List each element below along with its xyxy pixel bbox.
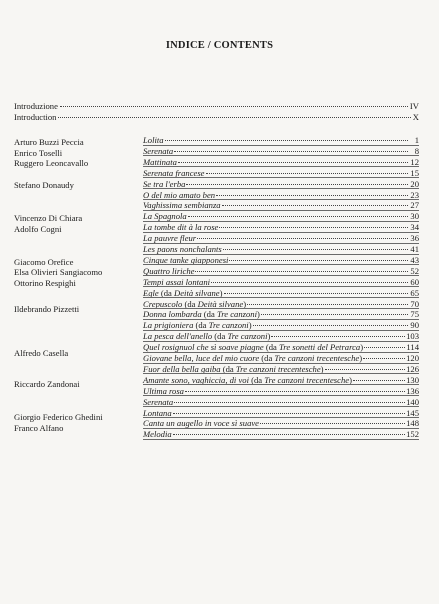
source-suffix: )	[349, 374, 352, 385]
page-number: 126	[406, 363, 419, 374]
source-collection: Tre canzoni	[208, 320, 249, 331]
intro-entry-it[interactable]	[14, 101, 419, 111]
source-suffix: )	[248, 320, 252, 331]
source-prefix: (da	[158, 287, 175, 298]
composer-name: Vincenzo Di Chiara	[14, 213, 83, 223]
dot-leader	[173, 413, 405, 414]
song-title-text: Giovane bella, luce del mio cuore	[143, 353, 260, 363]
dot-leader	[222, 205, 408, 206]
composer-name: Ottorino Respighi	[14, 278, 76, 288]
page-number: 52	[410, 265, 419, 276]
song-title-text: Donna lombarda	[143, 309, 202, 320]
song-title	[143, 266, 194, 276]
song-title	[143, 429, 172, 439]
page-number: 103	[406, 331, 419, 342]
intro-page-number: X	[412, 112, 419, 122]
song-title-text: Serenata	[143, 145, 174, 156]
page-number: 41	[410, 244, 419, 254]
dot-leader	[224, 293, 409, 294]
song-title-text: Tempi assai lontani	[143, 276, 211, 287]
dot-leader	[60, 106, 408, 107]
dot-leader	[178, 162, 408, 163]
page-number: 34	[410, 222, 419, 233]
page-title: INDICE / CONTENTS	[165, 40, 274, 51]
song-title-text: Fuor della bella gaiba	[143, 363, 221, 374]
dot-leader	[174, 402, 405, 403]
source-collection: Tre sonetti del Petrarca	[278, 342, 361, 353]
dot-leader	[353, 380, 405, 381]
page-number: 130	[406, 374, 419, 385]
source-suffix: )	[256, 309, 260, 320]
song-title-text: La tombe dit à la rose	[143, 222, 219, 233]
composer-name: Elsa Olivieri Sangiacomo	[14, 267, 103, 277]
source-collection: Tre canzoni	[227, 331, 268, 342]
composer-name: Giorgio Federico Ghedini	[14, 412, 103, 422]
song-title	[143, 168, 205, 178]
toc-entry[interactable]	[143, 157, 419, 167]
song-title-text: Lontana	[143, 407, 172, 418]
toc-entry[interactable]	[143, 190, 419, 200]
page-number: 65	[410, 287, 419, 298]
song-title	[143, 157, 177, 167]
toc-entry[interactable]	[143, 168, 419, 178]
dot-leader	[364, 347, 405, 348]
toc-entry[interactable]	[143, 429, 419, 439]
toc-entry[interactable]	[143, 418, 419, 428]
dot-leader	[197, 238, 408, 239]
page-number: 60	[410, 276, 419, 287]
page-number: 43	[410, 254, 419, 265]
song-title	[143, 397, 173, 407]
source-prefix: (da	[220, 363, 236, 374]
composer-name: Stefano Donaudy	[14, 180, 74, 190]
dot-leader	[58, 117, 410, 118]
page-number: 140	[406, 396, 419, 407]
intro-page-number: IV	[409, 101, 419, 111]
song-title-text: Serenata francese	[143, 167, 205, 178]
song-title-text: Lolita	[143, 135, 164, 145]
song-title	[143, 179, 185, 189]
toc-entry[interactable]	[143, 222, 419, 232]
dot-leader	[165, 140, 408, 141]
toc-entry[interactable]	[143, 288, 419, 298]
intro-entry-en[interactable]	[14, 112, 419, 122]
song-title-text: Quattro liriche	[143, 265, 195, 276]
song-title	[143, 375, 352, 385]
page-number: 30	[410, 211, 419, 222]
toc-entry[interactable]	[143, 255, 419, 265]
song-title	[143, 309, 260, 319]
page-number: 136	[406, 385, 419, 396]
song-title	[143, 408, 172, 418]
song-title	[143, 277, 210, 287]
page-number: 90	[410, 320, 419, 331]
song-title	[143, 222, 218, 232]
page-number: 20	[410, 178, 419, 189]
dot-leader	[216, 195, 408, 196]
song-title-text: O del mio amato ben	[143, 189, 216, 200]
song-title-text: La pesca dell'anello	[143, 331, 213, 342]
source-prefix: (da	[259, 353, 275, 363]
dot-leader	[186, 184, 408, 185]
dot-leader	[253, 325, 408, 326]
source-suffix: )	[219, 287, 223, 298]
song-title-text: Egle	[143, 287, 159, 298]
song-title	[143, 288, 223, 298]
composer-name: Ruggero Leoncavallo	[14, 158, 89, 168]
dot-leader	[206, 173, 409, 174]
song-title-text: Melodia	[143, 429, 172, 440]
toc-entry[interactable]	[143, 342, 419, 352]
song-title-text: Les paons nonchalants	[143, 244, 222, 254]
song-title	[143, 146, 173, 156]
source-prefix: (da	[263, 342, 279, 353]
dot-leader	[173, 434, 405, 435]
song-title	[143, 299, 246, 309]
page-number: 36	[410, 233, 419, 244]
source-suffix: )	[320, 363, 324, 374]
song-title-text: Quel rosignuol che sì soave piagne	[143, 342, 264, 353]
source-suffix: )	[360, 342, 364, 353]
toc-entry[interactable]	[143, 146, 419, 156]
source-collection: Tre canzoni trecentesche	[274, 353, 360, 363]
song-title	[143, 353, 362, 363]
song-title-text: La prigioniera	[143, 320, 194, 331]
page-number: 15	[410, 167, 419, 178]
song-title	[143, 320, 252, 330]
toc-entry[interactable]	[143, 331, 419, 341]
entry-underline	[143, 439, 419, 440]
song-title-text: Mattinata	[143, 156, 177, 167]
toc-entry[interactable]	[143, 266, 419, 276]
song-title-text: Se tra l'erba	[143, 178, 186, 189]
song-title-text: Amante sono, vaghiccia, di voi	[143, 374, 249, 385]
dot-leader	[195, 271, 408, 272]
source-collection: Deità silvane	[197, 298, 244, 309]
dot-leader	[223, 249, 408, 250]
page-number: 152	[406, 429, 419, 440]
toc-entry[interactable]	[143, 309, 419, 319]
dot-leader	[247, 304, 408, 305]
toc-entry[interactable]	[143, 397, 419, 407]
page-number: 75	[410, 309, 419, 320]
song-title	[143, 418, 259, 428]
toc-entry[interactable]	[143, 211, 419, 221]
source-collection: Tre canzoni	[216, 309, 257, 320]
toc-entry[interactable]	[143, 233, 419, 243]
source-prefix: (da	[201, 309, 217, 320]
toc-entry[interactable]	[143, 179, 419, 189]
dot-leader	[260, 423, 405, 424]
song-title	[143, 386, 184, 396]
source-suffix: )	[267, 331, 271, 342]
toc-entry[interactable]	[143, 386, 419, 396]
composer-name: Ildebrando Pizzetti	[14, 304, 80, 314]
intro-label: Introduction	[14, 112, 57, 122]
page-number: 70	[410, 298, 419, 309]
dot-leader	[261, 314, 408, 315]
dot-leader	[185, 391, 405, 392]
page-number: 12	[410, 156, 419, 167]
song-title	[143, 255, 228, 265]
composer-name: Alfredo Casella	[14, 348, 69, 358]
song-title-text: Vaghissima sembianza	[143, 200, 221, 211]
song-title	[143, 244, 222, 254]
page-number: 27	[410, 200, 419, 211]
source-prefix: (da	[248, 374, 265, 385]
song-title-text: La pauvre fleur	[143, 233, 197, 244]
composer-name: Enrico Toselli	[14, 148, 63, 158]
page-number: 1	[414, 135, 419, 145]
song-title	[143, 364, 324, 374]
source-suffix: )	[359, 353, 363, 363]
page-number: 145	[406, 407, 419, 418]
composer-name: Arturo Buzzi Peccia	[14, 137, 84, 147]
composer-name: Riccardo Zandonai	[14, 379, 80, 389]
source-collection: Tre canzoni trecentesche	[264, 374, 350, 385]
toc-entry[interactable]	[143, 200, 419, 210]
song-title	[143, 331, 270, 341]
song-title	[143, 233, 196, 243]
song-title-text: La Spagnola	[143, 211, 187, 222]
page-number: 120	[406, 353, 419, 363]
toc-entry[interactable]	[143, 244, 419, 254]
song-title-text: Crepuscolo	[143, 298, 183, 309]
toc-entry[interactable]	[143, 135, 419, 145]
page-number: 148	[406, 418, 419, 429]
song-title-text: Cinque tanke giapponesi	[143, 254, 229, 265]
toc-entry[interactable]	[143, 408, 419, 418]
dot-leader	[211, 282, 408, 283]
toc-entry[interactable]	[143, 375, 419, 385]
page-number: 23	[410, 189, 419, 200]
dot-leader	[174, 151, 408, 152]
song-title	[143, 211, 187, 221]
page-number: 114	[406, 342, 419, 353]
toc-entry[interactable]	[143, 299, 419, 309]
source-prefix: (da	[182, 298, 198, 309]
composer-name: Adolfo Cogni	[14, 224, 62, 234]
song-title	[143, 342, 363, 352]
dot-leader	[363, 358, 405, 359]
song-title-text: Ultima rosa	[143, 385, 184, 396]
song-title	[143, 200, 221, 210]
intro-label: Introduzione	[14, 101, 58, 111]
composer-name: Franco Alfano	[14, 423, 64, 433]
toc-entry[interactable]	[143, 364, 419, 374]
source-suffix: )	[243, 298, 247, 309]
source-prefix: (da	[212, 331, 228, 342]
dot-leader	[229, 260, 408, 261]
dot-leader	[325, 369, 406, 370]
song-title-text: Canta un augello in voce sì suave	[143, 418, 259, 429]
source-prefix: (da	[193, 320, 209, 331]
dot-leader	[219, 227, 408, 228]
song-title	[143, 190, 215, 200]
toc-entry[interactable]	[143, 277, 419, 287]
song-title	[143, 135, 164, 145]
source-collection: Deità silvane	[174, 287, 220, 298]
composer-name: Giacomo Orefice	[14, 257, 74, 267]
dot-leader	[188, 216, 408, 217]
source-collection: Tre canzoni trecentesche	[235, 363, 321, 374]
toc-entry[interactable]	[143, 353, 419, 363]
dot-leader	[271, 336, 405, 337]
toc-entry[interactable]	[143, 320, 419, 330]
page-number: 8	[414, 145, 419, 156]
song-title-text: Serenata	[143, 396, 174, 407]
